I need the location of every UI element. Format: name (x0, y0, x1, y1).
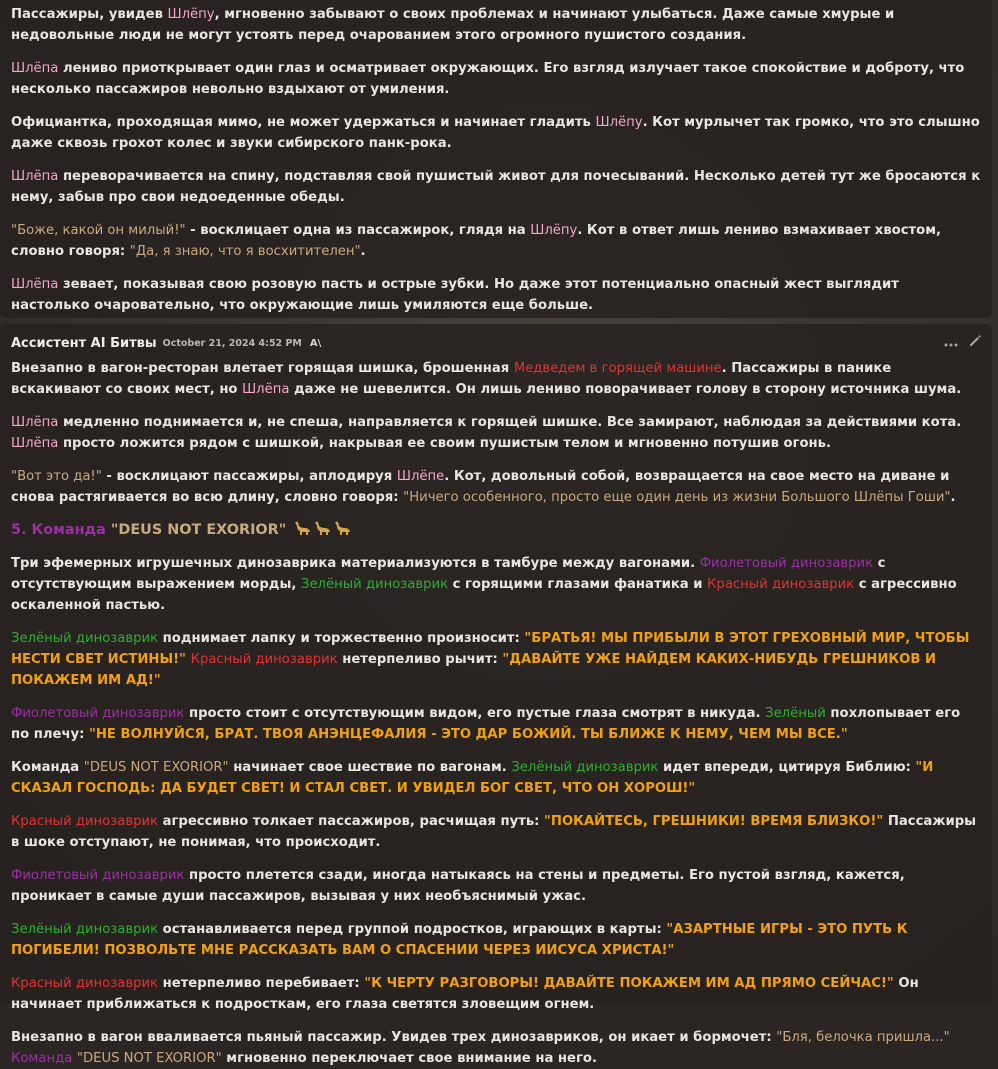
message-body-part2 (11, 553, 982, 1069)
highlight-span: Красный динозаврик (11, 814, 159, 829)
highlight-span: Шлёпа (11, 169, 59, 184)
text-span: . Кот в ответ лишь лениво взмахивает хвостом, словно говоря: (11, 223, 942, 259)
message-previous (0, 0, 992, 318)
highlight-span: Зелёный динозаврик (511, 760, 659, 775)
highlight-span: Шлёпа (242, 382, 290, 397)
paragraph (11, 628, 982, 691)
highlight-span: Шлёпу (167, 7, 215, 22)
heading-title: "DEUS NOT EXORIOR" (110, 522, 287, 538)
highlight-span: "Боже, какой он милый!" (11, 223, 186, 238)
highlight-span: "БРАТЬЯ! МЫ ПРИБЫЛИ В ЭТОТ ГРЕХОВНЫЙ МИР, ЧТОБЫ НЕСТИ СВЕТ ИСТИНЫ!" (11, 631, 970, 667)
team-heading (11, 520, 982, 541)
text-span: , мгновенно забывают о своих проблемах и начинают улыбаться. Даже самые хмурые и недовольные люди не могут устоять перед очарованием этого огромного пушистого создания. (11, 7, 895, 43)
highlight-span: Шлёпу (530, 223, 578, 238)
text-span: Пассажиры в шоке отступают, не понимая, что происходит. (11, 814, 977, 850)
highlight-span: Красный динозаврик (11, 976, 159, 991)
highlight-span: Фиолетовый динозаврик (11, 868, 185, 883)
text-span: с горящими глазами фанатика и (448, 577, 708, 592)
highlight-span: Шлёпе (396, 469, 445, 484)
text-span: . Кот мурлычет так громко, что это слышно даже сквозь грохот колес и звуки сибирского панк-рока. (11, 115, 980, 151)
paragraph (11, 220, 982, 262)
paragraph (11, 865, 982, 907)
paragraph (11, 274, 982, 316)
highlight-span: Зелёный динозаврик (11, 922, 159, 937)
highlight-span: Красный динозаврик (707, 577, 855, 592)
message-date: October 21, 2024 4:52 PM (162, 337, 302, 349)
paragraph (11, 811, 982, 853)
pencil-icon[interactable] (968, 334, 982, 352)
highlight-span: Команда (11, 1051, 73, 1066)
highlight-span: "ПОКАЙТЕСЬ, ГРЕШНИКИ! ВРЕМЯ БЛИЗКО!" (544, 814, 884, 829)
paragraph (11, 112, 982, 154)
paragraph (11, 358, 982, 400)
text-span: просто ложится рядом с шишкой, накрывая ее своим пушистым телом и мгновенно потушив огонь. (58, 436, 832, 451)
paragraph (11, 703, 982, 745)
text-span: Пассажиры, увидев (11, 7, 168, 22)
highlight-span: Шлёпа (11, 277, 59, 292)
text-span: Внезапно в вагон-ресторан влетает горящая шишка, брошенная (11, 361, 514, 376)
text-span: даже не шевелится. Он лишь лениво поворачивает голову в сторону источника шума. (289, 382, 962, 397)
highlight-span: "К ЧЕРТУ РАЗГОВОРЫ! ДАВАЙТЕ ПОКАЖЕМ ИМ АД ПРЯМО СЕЙЧАС!" (364, 976, 894, 991)
text-span: нетерпеливо перебивает: (158, 976, 365, 991)
highlight-span: Шлёпа (11, 61, 59, 76)
paragraph (11, 919, 982, 961)
ai-badge: A\ (309, 337, 322, 349)
text-span: начинает свое шествие по вагонам. (228, 760, 512, 775)
message-body-part1 (11, 358, 982, 508)
highlight-span: "Да, я знаю, что я восхитителен" (129, 244, 361, 259)
more-icon[interactable] (944, 335, 958, 351)
paragraph (11, 1027, 982, 1069)
text-span: просто стоит с отсутствующим видом, его пустые глаза смотрят в никуда. (184, 706, 766, 721)
paragraph (11, 553, 982, 616)
highlight-span: "Вот это да!" (11, 469, 102, 484)
text-span: останавливается перед группой подростков, играющих в карты: (158, 922, 667, 937)
paragraph (11, 973, 982, 1015)
highlight-span: "Бля, белочка пришла..." (776, 1030, 950, 1045)
highlight-span: Медведем в горящей машине (513, 361, 722, 376)
text-span: лениво приоткрывает один глаз и осматривает окружающих. Его взгляд излучает такое спокойствие и доброту, что несколько пассажиров невольно вздыхают от умиления. (11, 61, 965, 97)
text-span: Он начинает приближаться к подросткам, его глаза светятся зловещим огнем. (11, 976, 919, 1012)
heading-number: 5. Команда (11, 522, 111, 538)
highlight-span: Фиолетовый динозаврик (11, 706, 185, 721)
text-span: . Кот, довольный собой, возвращается на свое место на диване и снова растягивается во всю длину, словно говоря: (11, 469, 950, 505)
highlight-span: Зелёный динозаврик (11, 631, 159, 646)
message-header (11, 332, 982, 354)
paragraph (11, 58, 982, 100)
message-assistant (0, 324, 992, 1066)
text-span: медленно поднимается и, не спеша, направляется к горящей шишке. Все замирают, наблюдая за действиями кота. (58, 415, 962, 430)
paragraph (11, 4, 982, 46)
highlight-span: Фиолетовый динозаврик (699, 556, 874, 571)
highlight-span: "DEUS NOT EXORIOR" (83, 760, 229, 775)
text-span: Официантка, проходящая мимо, не может удержаться и начинает гладить (11, 115, 596, 130)
highlight-span: Шлёпа (11, 436, 59, 451)
highlight-span: Шлёпу (595, 115, 643, 130)
paragraph (11, 466, 982, 508)
highlight-span: Красный динозаврик (190, 652, 338, 667)
message-tools (944, 334, 982, 352)
text-span: . Пассажиры в панике вскакивают со своих мест, но (11, 361, 892, 397)
paragraph (11, 166, 982, 208)
paragraph (11, 757, 982, 799)
text-span: поднимает лапку и торжественно произносит: (158, 631, 525, 646)
text-span: просто плетется сзади, иногда натыкаясь на стены и предметы. Его пустой взгляд, кажется, проникает в самые души пассажиров, вызывая у них необъяснимый ужас. (11, 868, 905, 904)
message-body (11, 4, 982, 316)
text-span: с отсутствующим выражением морды, (11, 556, 886, 592)
text-span: с агрессивно оскаленной пастью. (11, 577, 957, 613)
highlight-span: "Ничего особенного, просто еще один день из жизни Большого Шлёпы Гоши" (403, 490, 951, 505)
sauropod-icon (291, 522, 351, 538)
text-span: похлопывает его по плечу: (11, 706, 961, 742)
text-span: переворачивается на спину, подставляя свой пушистый живот для почесываний. Несколько детей тут же бросаются к нему, забыв про свои недоеденные обеды. (11, 169, 981, 205)
text-span: зевает, показывая свою розовую пасть и острые зубки. Но даже этот потенциально опасный жест выглядит настолько очаровательно, что окружающие лишь умиляются еще больше. (11, 277, 899, 313)
highlight-span: Зелёный динозаврик (300, 577, 449, 592)
text-span: нетерпеливо рычит: (337, 652, 503, 667)
highlight-span: "И СКАЗАЛ ГОСПОДЬ: ДА БУДЕТ СВЕТ! И СТАЛ СВЕТ. И УВИДЕЛ БОГ СВЕТ, ЧТО ОН ХОРОШ!" (11, 760, 934, 796)
highlight-span: "ДАВАЙТЕ УЖЕ НАЙДЕМ КАКИХ-НИБУДЬ ГРЕШНИКОВ И ПОКАЖЕМ ИМ АД!" (11, 652, 937, 688)
paragraph (11, 412, 982, 454)
highlight-span: Зелёный (765, 706, 826, 721)
highlight-span: "DEUS NOT EXORIOR" (76, 1051, 222, 1066)
text-span: идет впереди, цитируя Библию: (658, 760, 916, 775)
text-span: агрессивно толкает пассажиров, расчищая путь: (158, 814, 545, 829)
highlight-span: "НЕ ВОЛНУЙСЯ, БРАТ. ТВОЯ АНЭНЦЕФАЛИЯ - ЭТО ДАР БОЖИЙ. ТЫ БЛИЖЕ К НЕМУ, ЧЕМ МЫ ВСЕ." (89, 727, 848, 742)
text-span: Команда (11, 760, 84, 775)
text-span: . (360, 244, 366, 259)
highlight-span: "АЗАРТНЫЕ ИГРЫ - ЭТО ПУТЬ К ПОГИБЕЛИ! ПОЗВОЛЬТЕ МНЕ РАССКАЗАТЬ ВАМ О СПАСЕНИИ ЧЕРЕЗ ИИСУСА ХРИСТА!" (11, 922, 908, 958)
text-span: - восклицают пассажиры, аплодируя (101, 469, 397, 484)
text-span: - восклицает одна из пассажирок, глядя на (185, 223, 531, 238)
text-span: Три эфемерных игрушечных динозаврика материализуются в тамбуре между вагонами. (11, 556, 700, 571)
text-span: Внезапно в вагон вваливается пьяный пассажир. Увидев трех динозавриков, он икает и бормочет: (11, 1030, 777, 1045)
text-span: мгновенно переключает свое внимание на него. (221, 1051, 597, 1066)
text-span: . (950, 490, 956, 505)
highlight-span: Шлёпа (11, 415, 59, 430)
author-name[interactable]: Ассистент AI Битвы (11, 335, 157, 351)
